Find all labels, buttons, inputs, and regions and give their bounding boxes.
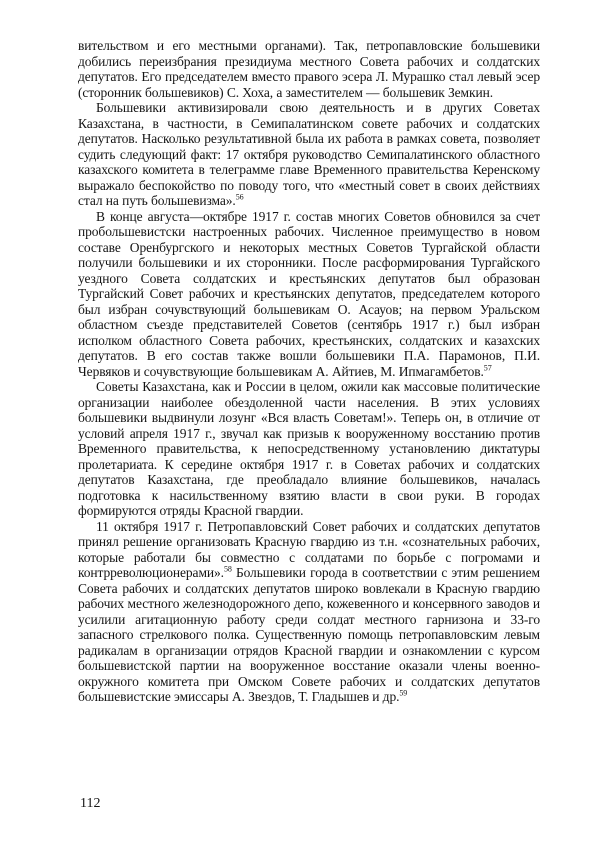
paragraph-4	[78, 379, 540, 519]
footnote-ref: 56	[235, 192, 244, 202]
paragraph-1	[78, 38, 540, 100]
footnote-ref: 58	[223, 564, 232, 574]
document-page	[78, 38, 540, 705]
paragraph-text: Большевики активизировали свою деятельность и в других Советах Казахстана, в частности, в Семипалатинском совете рабочих и солдатских депутатов. Насколько результативной была их работа в рамках совета, позволяет судить следующий факт: 17 октября руководство Семипалатинского областного казахского комитета в телеграмме главе Временного правительства Керенскому выражало беспокойство по поводу того, что «местный совет в своих действиях стал на путь большевизма».	[78, 100, 540, 208]
paragraph-text: вительством и его местными органами). Так, петропавловские большевики добились переизбрания президиума местного Совета рабочих и солдатских депутатов. Его председателем вместо правого эсера Л. Мурашко стал левый эсер (сторонник большевиков) С. Хоха, а заместителем — большевик Земкин.	[78, 38, 540, 100]
paragraph-3	[78, 209, 540, 380]
page-number: 112	[80, 796, 101, 811]
paragraph-5	[78, 519, 540, 705]
paragraph-text-tail: Большевики города в соответствии с этим решением Совета рабочих и солдатских депутатов широко вовлекали в Красную гвардию рабочих местного железнодорожного депо, кожевенного и консервного заводов и усилили агитационную работу среди солдат местного гарнизона и 33-го запасного стрелкового полка. Существенную помощь петропавловским левым радикалам в организации отрядов Красной гвардии и ознакомлении с курсом большевистской партии на вооруженное восстание оказали члены военно-окружного комитета при Омском Совете рабочих и солдатских депутатов большевистские эмиссары А. Звездов, Т. Гладышев и др.	[78, 565, 540, 704]
paragraph-text: В конце августа—октябре 1917 г. состав многих Советов обновился за счет пробольшевистски настроенных рабочих. Численное преимущество в новом составе Оренбургского и некоторых местных Советов Тургайской области получили большевики и их сторонники. После расформирования Тургайского уездного Совета солдатских и крестьянских депутатов был образован Тургайский Совет рабочих и крестьянских депутатов, председателем которого был избран сочувствующий большевикам О. Асауов; на первом Уральском областном съезде представителей Советов (сентябрь 1917 г.) был избран исполком областного Совета рабочих, крестьянских, солдатских и казахских депутатов. В его состав также вошли большевики П.А. Парамонов, П.И. Червяков и сочувствующие большевикам А. Айтиев, М. Ипмагамбетов.	[78, 208, 540, 379]
footnote-ref: 59	[399, 688, 408, 698]
footnote-ref: 57	[483, 363, 492, 372]
paragraph-text: Советы Казахстана, как и России в целом, ожили как массовые политические организации наиболее обездоленной части населения. В этих условиях большевики выдвинули лозунг «Вся власть Советам!». Теперь он, в отличие от условий апреля 1917 г., звучал как призыв к вооруженному восстанию против Временного правительства, к непосредственному установлению диктатуры пролетариата. К середине октября 1917 г. в Советах рабочих и солдатских депутатов Казахстана, где преобладало влияние большевиков, началась подготовка к насильственному взятию власти в свои руки. В городах формируются отряды Красной гвардии.	[78, 379, 540, 518]
paragraph-2	[78, 100, 540, 209]
paragraph-text: 11 октября 1917 г. Петропавловский Совет рабочих и солдатских депутатов принял решение организовать Красную гвардию из т.н. «сознательных рабочих, которые работали бы совместно с солдатами по борьбе с погромами и контрреволюционерами».	[78, 518, 540, 580]
